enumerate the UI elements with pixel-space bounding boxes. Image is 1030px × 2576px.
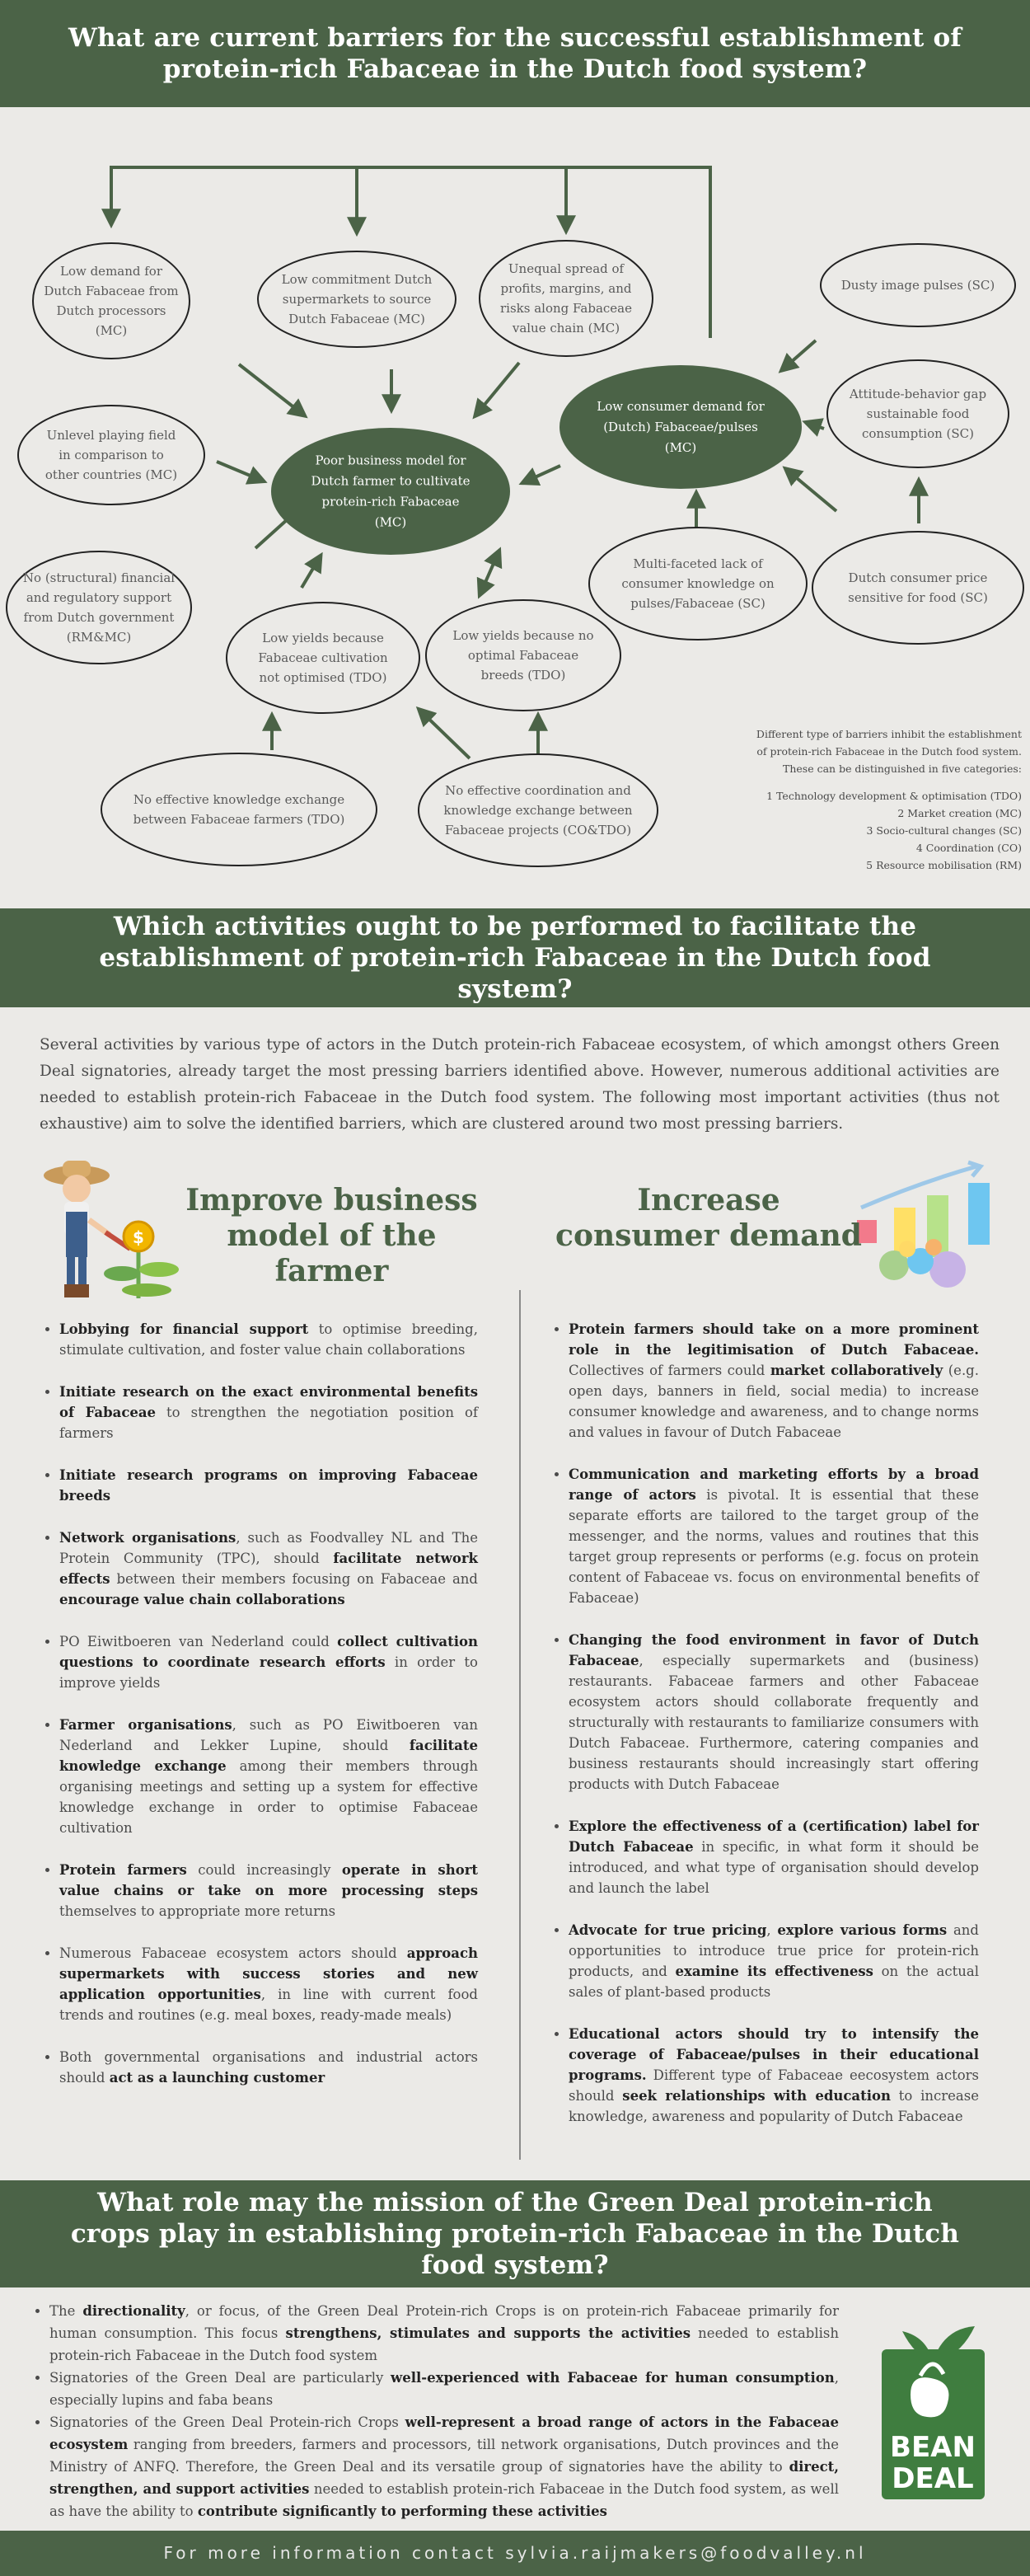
arrow-price-consumer	[787, 470, 836, 511]
left-column-title: Improve business model of the farmer	[185, 1183, 478, 1288]
arrow-unlevel-center	[217, 462, 262, 481]
legend-category: 1 Technology development & optimisation (TDO)	[766, 790, 1022, 802]
list-item: • Network organisations, such as Foodvalley NL and The Protein Community (TPC), should facilitate network effects between their members focusing on Fabaceae and encourage value chain collaborations	[59, 1527, 478, 1610]
node-label-no-coordination: No effective coordination and knowledge exchange between Fabaceae projects (CO&TDO)	[443, 783, 633, 838]
node-label-low-yields-cult: Low yields because Fabaceae cultivation not optimised (TDO)	[258, 631, 388, 685]
bean-deal-logo	[878, 2316, 989, 2502]
node-no-support	[7, 551, 191, 664]
list-item: • Protein farmers could increasingly operate in short value chains or take on more processing steps themselves to appropriate more returns	[59, 1860, 478, 1921]
arrow-consumer-center	[524, 466, 560, 482]
legend-category: 5 Resource mobilisation (RM)	[866, 859, 1022, 871]
list-item: • Lobbying for financial support to optimise breeding, stimulate cultivation, and foster value chain collaborations	[59, 1319, 478, 1360]
node-label-multi-faceted: Multi-faceted lack of consumer knowledge on pulses/Fabaceae (SC)	[621, 556, 775, 611]
arrow-yields-breeds-center	[480, 552, 499, 594]
arrow-dusty-consumer	[783, 340, 816, 369]
node-label-consumer: Low consumer demand for (Dutch) Fabaceae/pulses (MC)	[597, 399, 765, 455]
svg-text:$: $	[133, 1227, 144, 1247]
node-label-dusty-image: Dusty image pulses (SC)	[840, 278, 995, 293]
legend-categories	[721, 787, 1022, 874]
arrow-unequal-center	[476, 363, 519, 415]
list-item: • Educational actors should try to intensify the coverage of Fabaceae/pulses in their educational programs. Different type of Fabaceae eecosystem actors should seek relationships with education to increase knowledge, awareness and popularity of Dutch Fabaceae	[569, 2024, 979, 2127]
left-column-list	[41, 1319, 478, 2109]
legend-intro: Different type of barriers inhibit the establishment of protein-rich Fabaceae in the Dutch food system. These can be distinguished in five categories:	[756, 728, 1022, 775]
node-center	[271, 428, 510, 555]
arrow-attitude-consumer	[808, 423, 824, 429]
logo-text-line2: DEAL	[892, 2462, 974, 2495]
footer[interactable]: For more information contact sylvia.raijmakers@foodvalley.nl	[0, 2531, 1030, 2576]
node-label-low-demand: Low demand for Dutch Fabaceae from Dutch processors (MC)	[44, 264, 179, 338]
arrow-low-demand-center	[239, 364, 303, 415]
node-label-attitude: Attitude-behavior gap sustainable food consumption (SC)	[849, 387, 987, 441]
node-label-low-commitment: Low commitment Dutch supermarkets to source Dutch Fabaceae (MC)	[281, 272, 433, 326]
node-price-sensitive	[812, 532, 1023, 644]
list-item: • Farmer organisations, such as PO Eiwitboeren van Nederland and Lekker Lupine, should facilitate knowledge exchange among their members through organising meetings and setting up a system for effective knowledge exchange in order to optimise Fabaceae cultivation	[59, 1715, 478, 1838]
page-title: What are current barriers for the successful establishment of protein-rich Fabaceae in the Dutch food system?	[68, 23, 962, 84]
section3-title: What role may the mission of the Green Deal protein-rich crops play in establishing protein-rich Fabaceae in the Dutch food system?	[70, 2188, 960, 2280]
list-item: • PO Eiwitboeren van Nederland could collect cultivation questions to coordinate research efforts in order to improve yields	[59, 1631, 478, 1693]
section3-band	[0, 2180, 1030, 2287]
section3-list	[31, 2300, 839, 2522]
diagram-legend	[721, 725, 1022, 874]
list-item: • Initiate research programs on improving Fabaceae breeds	[59, 1465, 478, 1506]
list-item: • Signatories of the Green Deal Protein-rich Crops well-represent a broad range of actors in the Fabaceae ecosystem ranging from breeders, farmers and processors, till network organisations, Dutch provinces and the Ministry of ANFQ. Therefore, the Green Deal and its versatile group of signatories have the ability to direct, strengthen, and support activities needed to establish protein-rich Fabaceae in the Dutch food system, as well as have the ability to contribute significantly to performing these activities	[49, 2411, 839, 2522]
right-column-list	[550, 1319, 979, 2148]
list-item: • Communication and marketing efforts by a broad range of actors is pivotal. It is essential that these separate efforts are tailored to the target group of the messenger, and the norms, values and routines that this target group represents or performs (e.g. focus on protein content of Fabaceae vs. focus on environmental benefits of Fabaceae)	[569, 1464, 979, 1608]
section2-band	[0, 908, 1030, 1007]
legend-category: 4 Coordination (CO)	[915, 842, 1022, 854]
arrow-coord-yields-cult	[420, 711, 470, 758]
growth-chart-illustration	[853, 1158, 1001, 1302]
logo-text-line1: BEAN	[890, 2431, 976, 2464]
node-label-unlevel: Unlevel playing field in comparison to other countries (MC)	[44, 428, 178, 482]
section2-intro: Several activities by various type of actors in the Dutch protein-rich Fabaceae ecosystem, of which amongst others Green Deal signatories, already target the most pressing barriers identified above. However, numerous additional activities are needed to establish protein-rich Fabaceae in the Dutch food system. The following most important activities (thus not exhaustive) aim to solve the identified barriers, which are clustered around two most pressing barriers.	[40, 1036, 1000, 1133]
list-item: • Protein farmers should take on a more prominent role in the legitimisation of Dutch Fabaceae. Collectives of farmers could market collaboratively (e.g. open days, banners in field, social media) to increase consumer knowledge and awareness, and to change norms and values in favour of Dutch Fabaceae	[569, 1319, 979, 1443]
node-low-demand	[33, 243, 190, 359]
legend-category: 3 Socio-cultural changes (SC)	[866, 824, 1022, 837]
node-unequal-spread	[480, 241, 653, 356]
node-label-low-yields-breeds: Low yields because no optimal Fabaceae breeds (TDO)	[452, 628, 594, 683]
node-label-center: Poor business model for Dutch farmer to cultivate protein-rich Fabaceae (MC)	[311, 453, 471, 530]
section2-title: Which activities ought to be performed to facilitate the establishment of protein-rich Fabaceae in the Dutch food system?	[99, 912, 931, 1004]
list-item: • Explore the effectiveness of a (certification) label for Dutch Fabaceae in specific, in what form it should be introduced, and what type of organisation should develop and launch the label	[569, 1816, 979, 1898]
list-item: • Initiate research on the exact environmental benefits of Fabaceae to strengthen the negotiation position of farmers	[59, 1382, 478, 1443]
list-item: • The directionality, or focus, of the Green Deal Protein-rich Crops is on protein-rich Fabaceae primarily for human consumption. This focus strengthens, stimulates and supports the activities needed to establish protein-rich Fabaceae in the Dutch food system	[49, 2300, 839, 2367]
list-item: • Changing the food environment in favor of Dutch Fabaceae, especially supermarkets and (business) restaurants. Fabaceae farmers and other Fabaceae ecosystem actors should collaborate frequently and structurally with restaurants to familiarize consumers with Dutch Fabaceae. Furthermore, catering companies and business restaurants should increasingly start offering products with Dutch Fabaceae	[569, 1630, 979, 1795]
node-label-price-sensitive: Dutch consumer price sensitive for food (SC)	[848, 570, 988, 605]
arrow-yields-cult-center	[302, 557, 320, 588]
legend-category: 2 Market creation (MC)	[897, 807, 1022, 819]
node-label-no-knowledge: No effective knowledge exchange between Fabaceae farmers (TDO)	[133, 792, 345, 827]
column-divider	[519, 1290, 521, 2160]
node-no-knowledge	[101, 753, 377, 866]
list-item: • Advocate for true pricing, explore various forms and opportunities to introduce true price for protein-rich products, and examine its effectiveness on the actual sales of plant-based products	[569, 1920, 979, 2002]
header-band	[0, 0, 1030, 107]
right-column-title: Increase consumer demand	[555, 1183, 862, 1253]
node-label-no-support: No (structural) financial and regulatory support from Dutch government (RM&MC)	[22, 570, 176, 645]
node-label-unequal-spread: Unequal spread of profits, margins, and risks along Fabaceae value chain (MC)	[500, 261, 632, 335]
list-item: • Signatories of the Green Deal are particularly well-experienced with Fabaceae for human consumption, especially lupins and faba beans	[49, 2367, 839, 2411]
list-item: • Both governmental organisations and industrial actors should act as a launching customer	[59, 2047, 478, 2088]
list-item: • Numerous Fabaceae ecosystem actors should approach supermarkets with success stories and new application opportunities, in line with current food trends and routines (e.g. meal boxes, ready-made meals)	[59, 1943, 478, 2025]
